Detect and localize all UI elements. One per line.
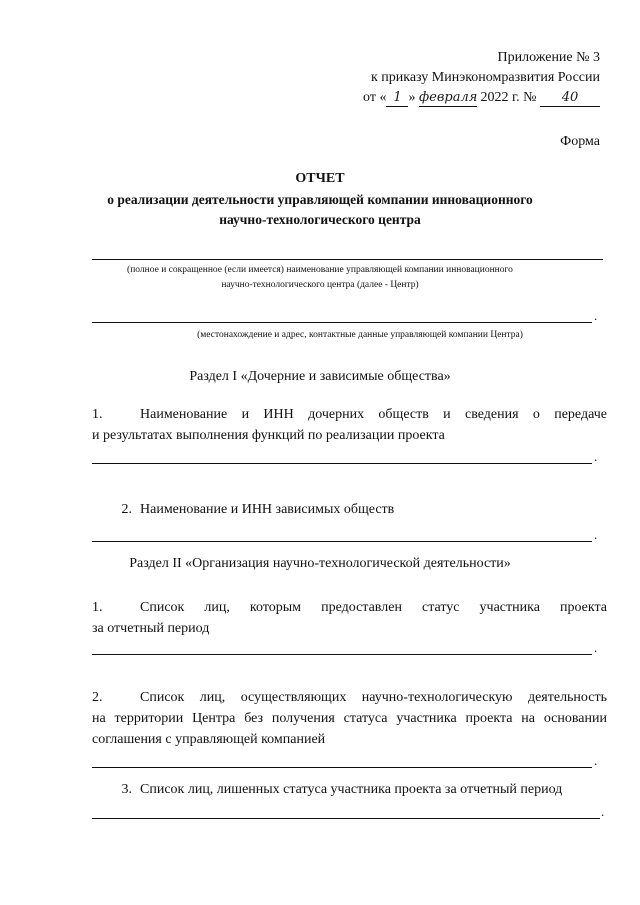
section1-item1-line2: и результатах выполнения функций по реализации проекта	[92, 428, 445, 443]
section2-item2-line3: соглашения с управляющей компанией	[92, 732, 326, 747]
item-text: Наименование и ИНН дочерних обществ и сведения о передаче	[140, 407, 607, 422]
section1-heading: Раздел I «Дочерние и зависимые общества»	[189, 369, 451, 384]
caption-line1: (полное и сокращенное (если имеется) наименование управляющей компании инновационного	[127, 265, 513, 275]
line-end: .	[594, 449, 598, 464]
date-day: 1	[386, 90, 408, 107]
line-end: .	[594, 753, 598, 768]
line-end: .	[594, 640, 598, 655]
address-line	[92, 322, 592, 323]
caption-line2: научно-технологического центра (далее - Центр)	[221, 280, 419, 290]
report-title: ОТЧЕТ	[295, 171, 345, 186]
line-end: .	[594, 527, 598, 542]
section2-item1-line2: за отчетный период	[92, 621, 210, 636]
appendix-header	[363, 48, 600, 108]
item-text: Список лиц, осуществляющих научно-технологическую деятельность	[140, 690, 607, 705]
date-sep: »	[408, 90, 416, 105]
item-number: 2.	[121, 502, 132, 517]
section1-item1	[92, 404, 607, 446]
subtitle-line1: о реализации деятельности управляющей компании инновационного	[107, 192, 533, 207]
item-number: 1.	[92, 407, 103, 422]
address-caption: (местонахождение и адрес, контактные данные управляющей компании Центра)	[197, 330, 523, 340]
order-date-line	[363, 88, 600, 108]
section2-item1-answer-line	[92, 654, 592, 655]
item-number: 2.	[92, 690, 103, 705]
section1-item2-answer-line	[92, 541, 592, 542]
order-reference: к приказу Минэкономразвития России	[370, 70, 600, 85]
date-prefix: от «	[363, 90, 387, 105]
report-subtitle	[0, 190, 640, 230]
section2-item2	[92, 687, 607, 750]
company-name-line	[92, 259, 603, 260]
section1-item2	[92, 499, 607, 520]
section2-item1	[92, 597, 607, 639]
item-number: 1.	[92, 600, 103, 615]
item-text: Список лиц, которым предоставлен статус участника проекта	[140, 600, 607, 615]
address-line-end: .	[594, 308, 598, 323]
section2-item2-line2: на территории Центра без получения статуса участника проекта на основании	[92, 711, 607, 726]
subtitle-line2: научно-технологического центра	[219, 212, 421, 227]
section2-item2-line1	[92, 687, 607, 708]
appendix-number: Приложение № 3	[497, 50, 600, 65]
line-end: .	[601, 804, 605, 819]
date-year: 2022 г. №	[480, 90, 537, 105]
item-text: Наименование и ИНН зависимых обществ	[140, 502, 395, 517]
item-number: 3.	[121, 782, 132, 797]
form-label: Форма	[560, 134, 600, 149]
company-name-caption	[0, 263, 640, 293]
item-text: Список лиц, лишенных статуса участника проекта за отчетный период	[140, 782, 563, 797]
section2-heading: Раздел II «Организация научно-технологической деятельности»	[129, 556, 511, 571]
section1-item1-line1	[92, 404, 607, 425]
date-month: февраля	[418, 90, 478, 105]
section2-item3	[92, 779, 607, 800]
order-number: 40	[540, 90, 600, 107]
section2-item2-answer-line	[92, 767, 592, 768]
section2-item3-answer-line	[92, 818, 600, 819]
section1-item1-answer-line	[92, 463, 592, 464]
section2-item1-line1	[92, 597, 607, 618]
